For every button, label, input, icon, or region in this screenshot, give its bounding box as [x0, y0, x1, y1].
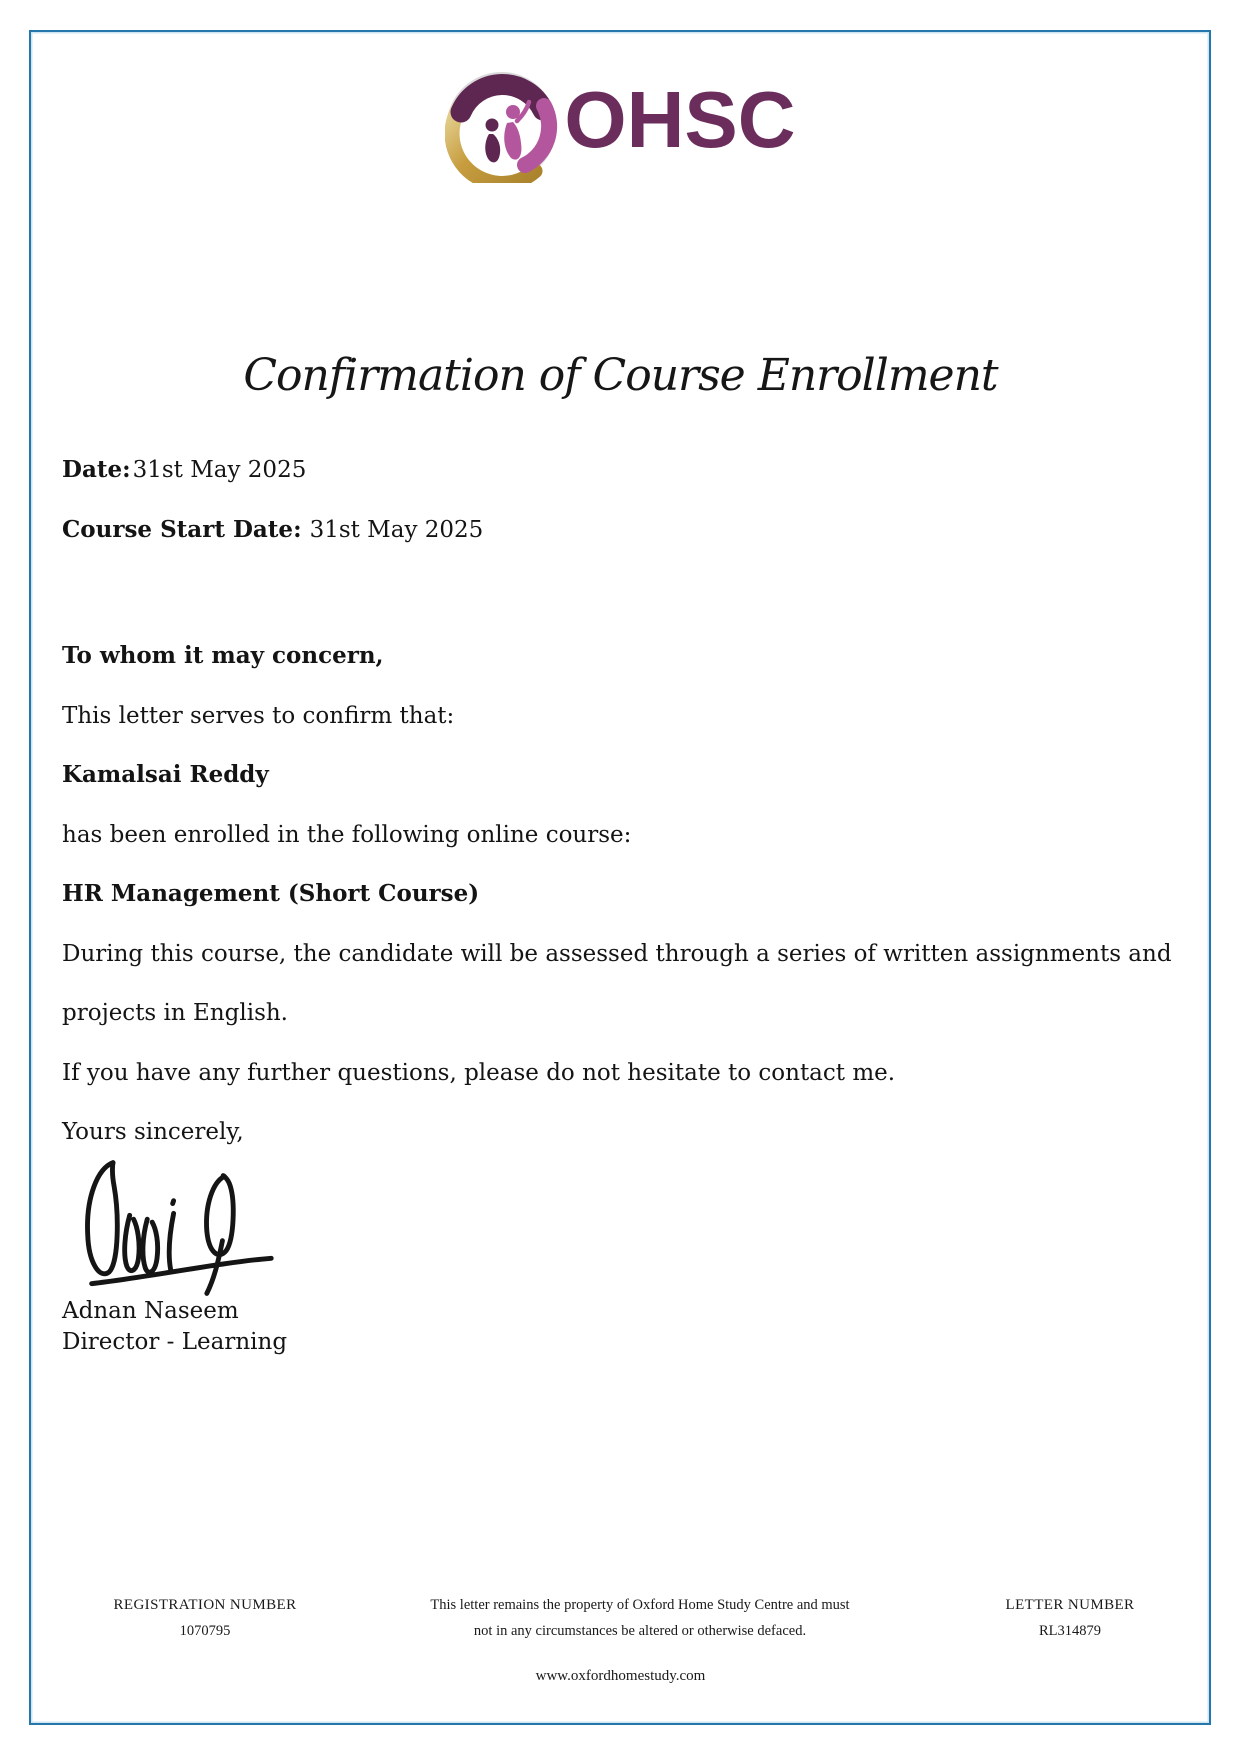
registration-number-value: 1070795 — [179, 1623, 231, 1639]
date-label: Date: — [62, 456, 131, 483]
blank-gap — [62, 573, 1192, 640]
ohsc-logo — [0, 70, 1241, 183]
letter-body — [62, 454, 1192, 1176]
ohsc-logo-text: OHSC — [564, 75, 796, 164]
course-start-date-label: Course Start Date: — [62, 515, 302, 543]
closing-text: Yours sincerely, — [62, 1119, 244, 1145]
property-notice-line1: This letter remains the property of Oxford Home Study Centre and must — [430, 1597, 850, 1613]
questions-text: If you have any further questions, please do not hesitate to contact me. — [62, 1059, 896, 1086]
website-url: www.oxfordhomestudy.com — [535, 1668, 706, 1684]
signatory-title: Director - Learning — [62, 1329, 288, 1355]
registration-number-label: REGISTRATION NUMBER — [113, 1597, 297, 1613]
ohsc-logo-icon — [445, 70, 558, 183]
student-name: Kamalsai Reddy — [62, 761, 269, 788]
salutation: To whom it may concern, — [62, 642, 384, 669]
letter-number-label: LETTER NUMBER — [1005, 1597, 1135, 1613]
letter-number-value: RL314879 — [1038, 1623, 1102, 1639]
assessment-text-line2: projects in English. — [62, 1000, 288, 1026]
letter-title: Confirmation of Course Enrollment — [243, 350, 998, 401]
registration-block — [55, 1592, 355, 1644]
date-line — [62, 454, 1192, 486]
property-notice-line2: not in any circumstances be altered or otherwise defaced. — [473, 1623, 807, 1639]
course-start-date-line — [62, 514, 1192, 546]
handwritten-signature — [76, 1153, 281, 1303]
signatory-name: Adnan Naseem — [62, 1298, 239, 1324]
date-value: 31st May 2025 — [132, 457, 307, 483]
confirm-intro: This letter serves to confirm that: — [62, 702, 455, 729]
letter-number-block — [935, 1592, 1205, 1644]
enrolled-text: has been enrolled in the following online course: — [62, 821, 632, 848]
assessment-text-line1: During this course, the candidate will be assessed through a series of written assignments and — [62, 940, 1172, 967]
property-notice — [380, 1592, 900, 1644]
course-start-date-value: 31st May 2025 — [309, 516, 484, 543]
signatory-block — [62, 1296, 287, 1358]
course-name: HR Management (Short Course) — [62, 880, 480, 907]
